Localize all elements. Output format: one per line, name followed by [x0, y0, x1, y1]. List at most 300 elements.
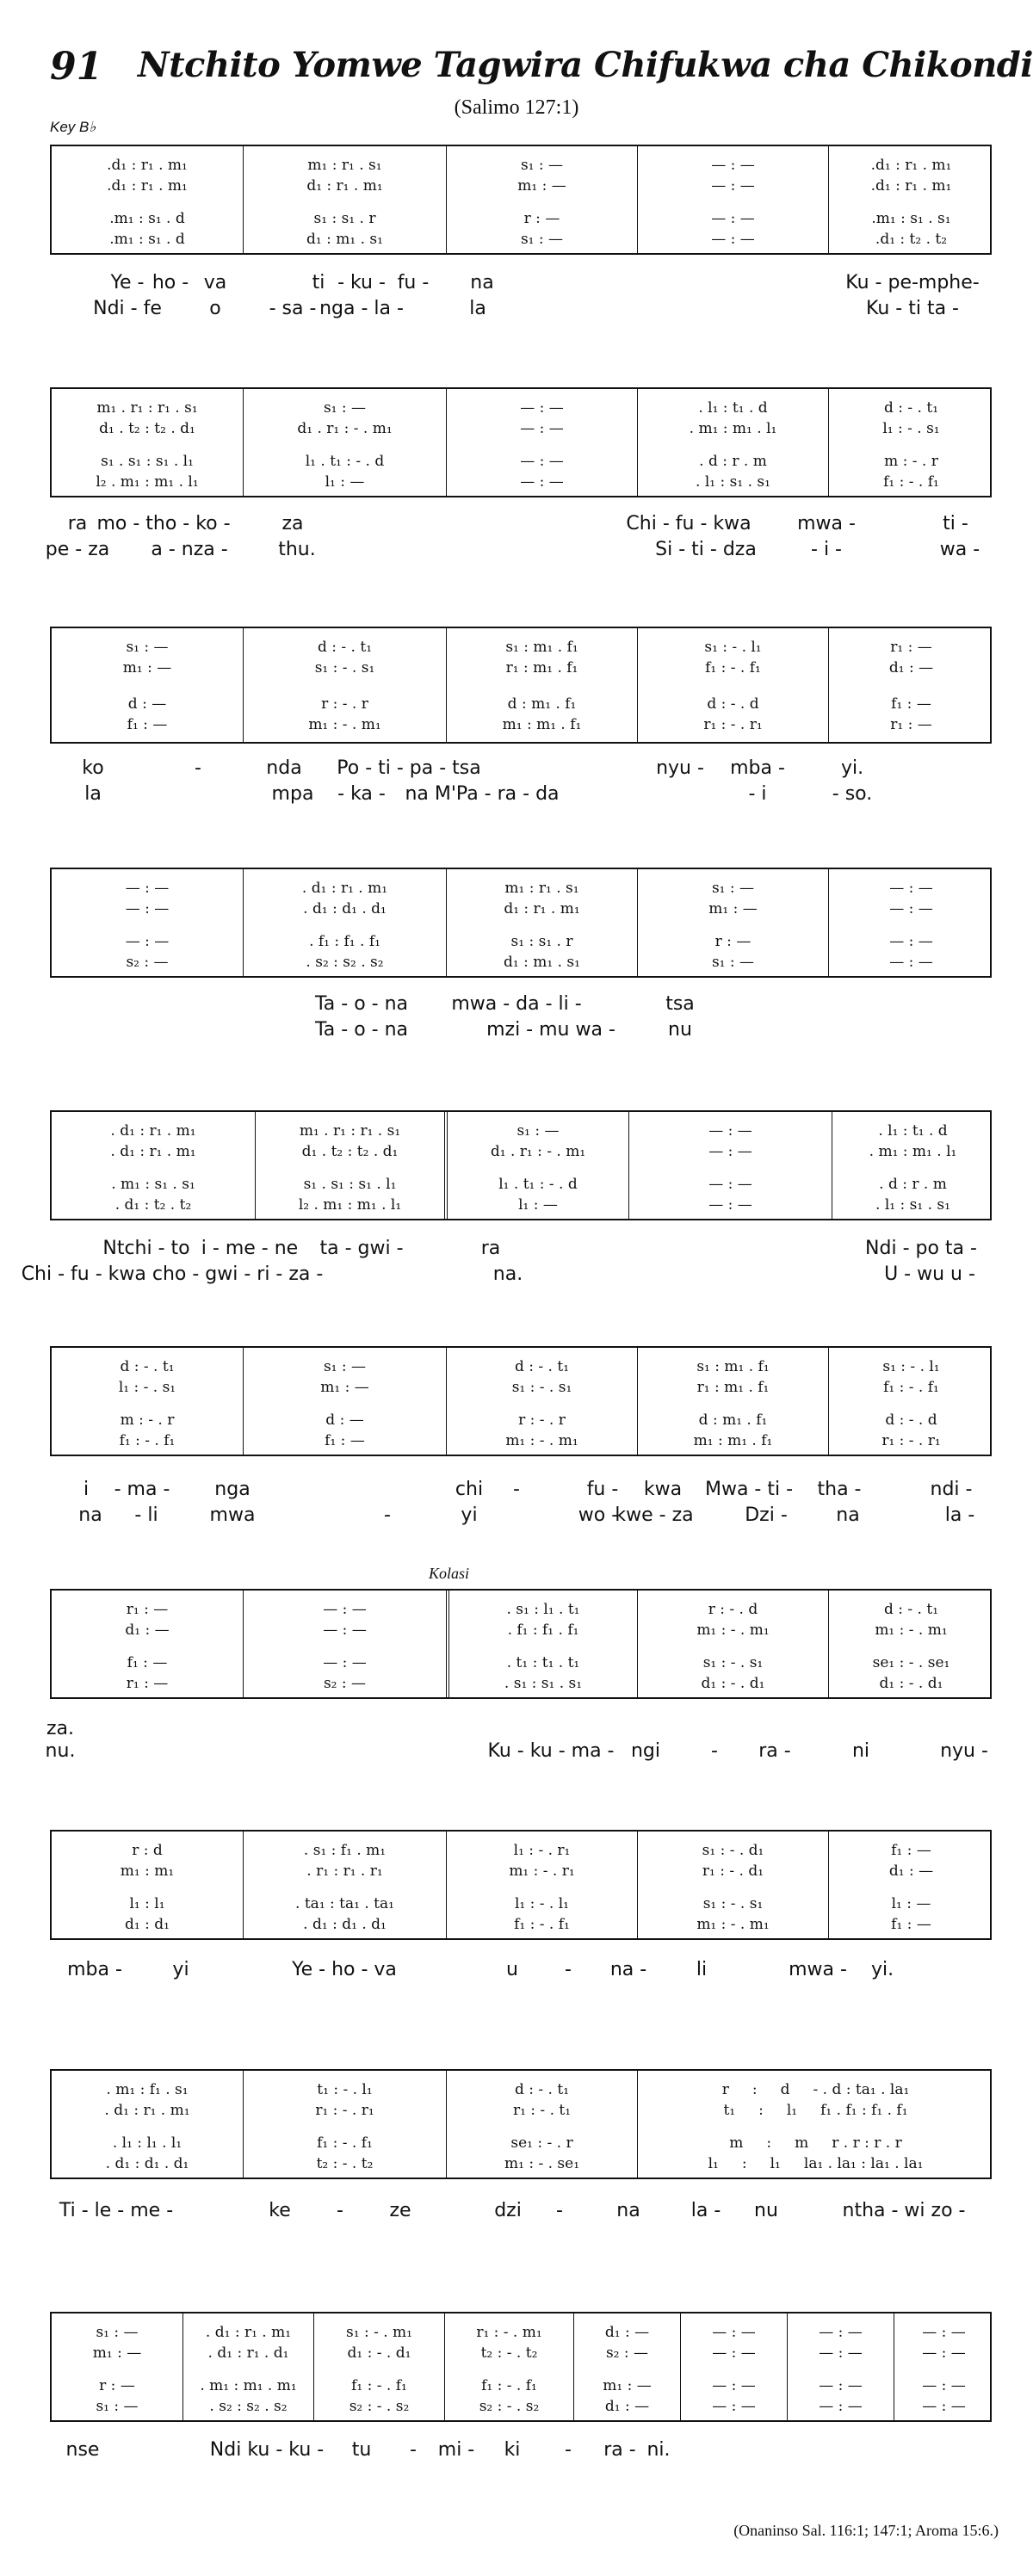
soprano-line: m₁ . r₁ : r₁ . s₁: [96, 399, 198, 417]
bass-line: l₂ . m₁ : m₁ . l₁: [298, 1196, 402, 1214]
lyric-syllable: - i: [748, 783, 767, 805]
bass-line: . s₂ : s₂ . s₂: [209, 2398, 288, 2415]
bass-line: d₁ : —: [604, 2398, 650, 2415]
bass-line: d₁ : - . d₁: [701, 1675, 765, 1692]
measure: [52, 628, 243, 742]
lyric-syllable: la -: [944, 1504, 975, 1526]
alto-line: d₁ . t₂ : t₂ . d₁: [301, 1143, 399, 1160]
measure: [828, 146, 993, 253]
soprano-line: r : - . d: [708, 1601, 758, 1618]
bass-line: d₁ : m₁ . s₁: [306, 231, 383, 248]
measure: [828, 1832, 993, 1938]
tenor-line: — : —: [125, 933, 170, 950]
bass-line: s₁ : —: [520, 231, 564, 248]
tenor-line: f₁ : - . f₁: [481, 2377, 537, 2394]
soprano-line: .d₁ : r₁ . m₁: [107, 157, 188, 174]
music-system: [50, 627, 992, 744]
lyric-syllable: u: [506, 1959, 518, 1980]
alto-line: m₁ : - . m₁: [696, 1622, 770, 1639]
soprano-line: d : - . t₁: [120, 1358, 175, 1375]
lyric-line: [0, 1019, 1033, 1043]
lyric-syllable: nu: [754, 2200, 778, 2221]
lyric-syllable: - i -: [811, 539, 842, 560]
bass-line: m₁ : - . se₁: [504, 2155, 580, 2172]
bass-line: l₁ : —: [518, 1196, 558, 1214]
music-system: [50, 1346, 992, 1456]
lyric-line: [0, 757, 1033, 781]
tenor-line: f₁ : —: [891, 695, 931, 713]
tenor-line: s₁ . s₁ : s₁ . l₁: [303, 1176, 397, 1193]
lyric-syllable: za.: [46, 1718, 75, 1739]
tenor-line: m : m r . r : r . r: [729, 2134, 902, 2152]
soprano-line: d : - . t₁: [514, 1358, 570, 1375]
lyric-syllable: -: [410, 2439, 417, 2461]
soprano-line: . l₁ : t₁ . d: [878, 1122, 948, 1140]
lyric-syllable: ra -: [603, 2439, 636, 2461]
measure: [828, 1348, 993, 1455]
lyric-syllable: ndi -: [930, 1479, 973, 1500]
lyric-syllable: nyu -: [940, 1740, 988, 1762]
lyric-syllable: mwa: [209, 1504, 256, 1526]
soprano-line: — : —: [889, 880, 933, 897]
lyric-syllable: Chi - fu - kwa: [626, 513, 752, 534]
tenor-line: r : —: [523, 210, 560, 227]
measure: [313, 2313, 444, 2420]
lyric-syllable: pe - za: [45, 539, 110, 560]
bass-line: d₁ : - . d₁: [879, 1675, 943, 1692]
lyric-syllable: -: [384, 1504, 391, 1526]
soprano-line: s₁ : - . m₁: [346, 2324, 412, 2341]
measure: [444, 1112, 628, 1219]
tenor-line: se₁ : - . se₁: [872, 1654, 950, 1671]
bass-line: — : —: [819, 2398, 863, 2415]
measure: [637, 869, 828, 976]
lyric-syllable: Ti - le - me -: [59, 2200, 174, 2221]
tenor-line: s₁ : - . s₁: [702, 1895, 764, 1912]
measure: [680, 2313, 787, 2420]
measure: [182, 2313, 313, 2420]
lyric-syllable: Ye -: [110, 272, 145, 293]
bass-line: l₁ : l₁ la₁ . la₁ : la₁ . la₁: [708, 2155, 924, 2172]
lyric-syllable: Ntchi - to: [102, 1238, 190, 1259]
bass-line: r₁ : —: [126, 1675, 169, 1692]
bass-line: s₂ : - . s₂: [479, 2398, 540, 2415]
lyric-syllable: tu: [351, 2439, 372, 2461]
measure: [52, 146, 243, 253]
alto-line: r₁ : - . d₁: [702, 1863, 764, 1880]
lyric-line: [0, 1959, 1033, 1983]
measure: [832, 1112, 993, 1219]
tenor-line: — : —: [819, 2377, 863, 2394]
tenor-line: l₁ : - . l₁: [515, 1895, 569, 1912]
lyric-syllable: fu -: [397, 272, 430, 293]
measure: [637, 2071, 993, 2178]
lyric-line: [0, 783, 1033, 807]
soprano-line: d : - . t₁: [883, 1601, 939, 1618]
lyric-syllable: - ma -: [114, 1479, 170, 1500]
lyric-syllable: -: [337, 2200, 343, 2221]
lyric-syllable: na -: [609, 1959, 647, 1980]
lyric-syllable: -: [565, 1959, 572, 1980]
lyric-syllable: -: [711, 1740, 718, 1762]
measure: [444, 2313, 573, 2420]
lyric-syllable: -: [556, 2200, 563, 2221]
bass-line: . l₁ : s₁ . s₁: [875, 1196, 950, 1214]
tenor-line: — : —: [712, 2377, 756, 2394]
tenor-line: s₁ . s₁ : s₁ . l₁: [101, 453, 194, 470]
bass-line: d₁ : d₁: [125, 1916, 170, 1933]
soprano-line: d : - . t₁: [317, 639, 373, 656]
bass-line: s₂ : —: [323, 1675, 367, 1692]
lyric-line: [0, 1263, 1033, 1288]
lyric-syllable: Ndi - fe: [93, 298, 162, 319]
soprano-line: r₁ : —: [126, 1601, 169, 1618]
tenor-line: . d : r . m: [879, 1176, 947, 1193]
alto-line: d₁ . r₁ : - . m₁: [297, 420, 393, 437]
lyric-syllable: za: [281, 513, 304, 534]
tenor-line: . t₁ : t₁ . t₁: [506, 1654, 580, 1671]
measure: [787, 2313, 894, 2420]
lyric-syllable: a - nza -: [151, 539, 228, 560]
soprano-line: — : —: [323, 1601, 367, 1618]
tenor-line: f₁ : - . f₁: [317, 2134, 373, 2152]
alto-line: — : —: [711, 177, 755, 195]
measure: [828, 869, 993, 976]
lyric-line: [0, 1504, 1033, 1529]
bass-line: r₁ : —: [890, 716, 932, 733]
tenor-line: l₁ : l₁: [129, 1895, 165, 1912]
bass-line: — : —: [520, 473, 564, 491]
tenor-line: .m₁ : s₁ . d: [109, 210, 185, 227]
lyric-syllable: - ka -: [337, 783, 386, 805]
soprano-line: r : d - . d : ta₁ . la₁: [721, 2081, 910, 2098]
tenor-line: m₁ : —: [603, 2377, 652, 2394]
tenor-line: l₁ : —: [891, 1895, 931, 1912]
tenor-line: d : —: [127, 695, 167, 713]
alto-line: r₁ : - . t₁: [512, 2102, 572, 2119]
tenor-line: . d : r . m: [699, 453, 767, 470]
soprano-line: m₁ . r₁ : r₁ . s₁: [299, 1122, 401, 1140]
measure: [828, 389, 993, 496]
tenor-line: . m₁ : m₁ . m₁: [200, 2377, 297, 2394]
tenor-line: d : —: [325, 1412, 364, 1429]
tenor-line: — : —: [520, 453, 564, 470]
bass-line: m₁ : m₁ . f₁: [693, 1432, 773, 1449]
soprano-line: l₁ : - . r₁: [513, 1842, 571, 1859]
lyric-syllable: tha -: [817, 1479, 862, 1500]
soprano-line: s₁ : —: [126, 639, 169, 656]
soprano-line: t₁ : - . l₁: [317, 2081, 373, 2098]
scripture-reference: (Salimo 127:1): [454, 96, 579, 119]
lyric-line: [0, 1238, 1033, 1262]
lyric-syllable: na: [78, 1504, 102, 1526]
lyric-syllable: -: [565, 2439, 572, 2461]
lyric-syllable: ra: [480, 1238, 501, 1259]
lyric-syllable: ra -: [758, 1740, 791, 1762]
lyric-syllable: - li: [134, 1504, 158, 1526]
measure: [243, 146, 446, 253]
soprano-line: s₁ : m₁ . f₁: [505, 639, 578, 656]
lyric-syllable: ho -: [152, 272, 189, 293]
tenor-line: . ta₁ : ta₁ . ta₁: [295, 1895, 394, 1912]
lyric-syllable: mba -: [730, 757, 785, 779]
tenor-line: . f₁ : f₁ . f₁: [309, 933, 380, 950]
measure: [52, 869, 243, 976]
soprano-line: d : - . t₁: [883, 399, 939, 417]
bass-line: f₁ : —: [127, 716, 168, 733]
soprano-line: s₁ : - . l₁: [704, 639, 762, 656]
music-system: [50, 1589, 992, 1699]
soprano-line: s₁ : —: [96, 2324, 139, 2341]
lyric-line: [0, 298, 1033, 322]
alto-line: d₁ . t₂ : t₂ . d₁: [99, 420, 195, 437]
measure: [243, 1832, 446, 1938]
soprano-line: — : —: [125, 880, 170, 897]
bass-line: m₁ : - . m₁: [505, 1432, 578, 1449]
music-system: [50, 868, 992, 978]
lyric-syllable: wo -: [578, 1504, 619, 1526]
measure: [446, 2071, 637, 2178]
measure: [52, 1348, 243, 1455]
alto-line: f₁ : - . f₁: [883, 1379, 939, 1396]
bass-line: . d₁ : d₁ . d₁: [105, 2155, 189, 2172]
alto-line: — : —: [708, 1143, 752, 1160]
lyric-syllable: mba -: [67, 1959, 122, 1980]
measure: [637, 389, 828, 496]
alto-line: d₁ : —: [888, 1863, 934, 1880]
alto-line: t₂ : - . t₂: [480, 2344, 538, 2362]
lyric-syllable: mwa - da - li -: [451, 993, 582, 1015]
tenor-line: d : - . d: [707, 695, 759, 713]
lyric-syllable: Si - ti - dza: [655, 539, 757, 560]
chorus-label: Kolasi: [429, 1565, 470, 1582]
music-system: [50, 387, 992, 497]
soprano-line: . l₁ : t₁ . d: [698, 399, 768, 417]
bass-line: . d₁ : d₁ . d₁: [303, 1916, 387, 1933]
lyric-syllable: mwa -: [797, 513, 856, 534]
lyric-syllable: Ye - ho - va: [292, 1959, 397, 1980]
measure: [52, 2313, 182, 2420]
measure: [894, 2313, 993, 2420]
tenor-line: . m₁ : s₁ . s₁: [111, 1176, 195, 1193]
lyric-syllable: Ndi ku - ku -: [209, 2439, 325, 2461]
soprano-line: s₁ : —: [516, 1122, 560, 1140]
soprano-line: . d₁ : r₁ . m₁: [301, 880, 388, 897]
lyric-syllable: nu: [668, 1019, 692, 1041]
key-signature: Key B♭: [50, 119, 96, 135]
lyric-syllable: ke: [269, 2200, 291, 2221]
alto-line: r₁ : m₁ . f₁: [696, 1379, 770, 1396]
lyric-syllable: Ndi - po ta -: [865, 1238, 977, 1259]
alto-line: m₁ : —: [92, 2344, 142, 2362]
measure: [828, 1591, 993, 1697]
lyric-syllable: la: [84, 783, 102, 805]
bass-line: r₁ : - . r₁: [703, 716, 763, 733]
tenor-line: s₁ : s₁ . r: [313, 210, 376, 227]
lyric-syllable: yi: [172, 1959, 189, 1980]
bass-line: f₁ : —: [891, 1916, 931, 1933]
tenor-line: se₁ : - . r: [510, 2134, 573, 2152]
bass-line: — : —: [711, 231, 755, 248]
tenor-line: — : —: [323, 1654, 367, 1671]
alto-line: d₁ : —: [125, 1622, 170, 1639]
bass-line: — : —: [922, 2398, 966, 2415]
bass-line: — : —: [708, 1196, 752, 1214]
footer-reference: (Onaninso Sal. 116:1; 147:1; Aroma 15:6.): [733, 2522, 999, 2539]
lyric-syllable: i: [83, 1479, 90, 1500]
lyric-syllable: Ku - ti ta -: [866, 298, 959, 319]
bass-line: m₁ : m₁ . f₁: [502, 716, 582, 733]
bass-line: f₁ : - . f₁: [119, 1432, 176, 1449]
tenor-line: l₁ . t₁ : - . d: [305, 453, 385, 470]
lyric-syllable: ze: [389, 2200, 411, 2221]
alto-line: — : —: [922, 2344, 966, 2362]
measure: [637, 1348, 828, 1455]
lyric-syllable: ti -: [943, 513, 968, 534]
alto-line: . m₁ : m₁ . l₁: [689, 420, 777, 437]
alto-line: .d₁ : r₁ . m₁: [870, 177, 952, 195]
bass-line: s₂ : —: [126, 954, 169, 971]
lyric-syllable: yi.: [840, 757, 864, 779]
measure: [52, 389, 243, 496]
tenor-line: r : - . r: [518, 1412, 566, 1429]
lyric-line: [0, 1718, 1033, 1742]
lyric-syllable: ni: [851, 1740, 870, 1762]
soprano-line: — : —: [708, 1122, 752, 1140]
alto-line: d₁ : r₁ . m₁: [306, 177, 383, 195]
soprano-line: s₁ : m₁ . f₁: [696, 1358, 770, 1375]
measure: [446, 146, 637, 253]
measure: [828, 628, 993, 742]
measure: [628, 1112, 832, 1219]
alto-line: l₁ : - . s₁: [882, 420, 940, 437]
tenor-line: — : —: [711, 210, 755, 227]
lyric-syllable: na: [836, 1504, 860, 1526]
measure: [243, 389, 446, 496]
alto-line: . d₁ : r₁ . m₁: [104, 2102, 190, 2119]
bass-line: l₁ : —: [325, 473, 365, 491]
bass-line: .d₁ : t₂ . t₂: [875, 231, 948, 248]
hymn-title: Ntchito Yomwe Tagwira Chifukwa cha Chikondi: [138, 45, 1033, 85]
lyric-syllable: ni.: [646, 2439, 671, 2461]
lyric-syllable: ko: [82, 757, 104, 779]
soprano-line: r₁ : - . m₁: [476, 2324, 542, 2341]
lyric-syllable: - sa -: [269, 298, 317, 319]
tenor-line: r : —: [714, 933, 752, 950]
soprano-line: . s₁ : f₁ . m₁: [303, 1842, 387, 1859]
soprano-line: — : —: [711, 157, 755, 174]
lyric-syllable: ra: [67, 513, 88, 534]
alto-line: m₁ : —: [320, 1379, 369, 1396]
lyric-syllable: ta - gwi -: [319, 1238, 404, 1259]
soprano-line: s₁ : - . l₁: [882, 1358, 940, 1375]
lyric-syllable: kwa: [643, 1479, 683, 1500]
bass-line: l₂ . m₁ : m₁ . l₁: [96, 473, 199, 491]
tenor-line: m : - . r: [884, 453, 938, 470]
alto-line: — : —: [819, 2344, 863, 2362]
lyric-syllable: ngi: [630, 1740, 661, 1762]
lyric-line: [0, 513, 1033, 537]
soprano-line: . d₁ : r₁ . m₁: [205, 2324, 292, 2341]
bass-line: m₁ : - . m₁: [308, 716, 381, 733]
alto-line: d₁ : r₁ . m₁: [504, 900, 580, 917]
lyric-syllable: nyu -: [656, 757, 704, 779]
lyric-syllable: chi: [455, 1479, 484, 1500]
lyric-line: [0, 539, 1033, 563]
alto-line: . d₁ : r₁ . m₁: [110, 1143, 196, 1160]
lyric-syllable: fu -: [586, 1479, 619, 1500]
lyric-syllable: thu.: [278, 539, 316, 560]
bass-line: . l₁ : s₁ . s₁: [696, 473, 770, 491]
alto-line: d₁ . r₁ : - . m₁: [490, 1143, 586, 1160]
lyric-syllable: - so.: [832, 783, 873, 805]
lyric-syllable: -: [195, 757, 201, 779]
lyric-syllable: Dzi -: [745, 1504, 788, 1526]
bass-line: .m₁ : s₁ . d: [109, 231, 185, 248]
lyric-syllable: la -: [690, 2200, 721, 2221]
lyric-syllable: U - wu u -: [884, 1263, 975, 1285]
measure: [243, 1348, 446, 1455]
lyric-syllable: -: [513, 1479, 520, 1500]
soprano-line: s₁ : —: [711, 880, 755, 897]
alto-line: m₁ : —: [708, 900, 758, 917]
alto-line: .d₁ : r₁ . m₁: [107, 177, 188, 195]
lyric-syllable: la: [469, 298, 486, 319]
bass-line: f₁ : - . f₁: [514, 1916, 570, 1933]
soprano-line: d : - . t₁: [514, 2081, 570, 2098]
lyric-syllable: mwa -: [789, 1959, 847, 1980]
alto-line: t₁ : l₁ f₁ . f₁ : f₁ . f₁: [723, 2102, 908, 2119]
lyric-syllable: nse: [65, 2439, 100, 2461]
soprano-line: — : —: [712, 2324, 756, 2341]
bass-line: . s₁ : s₁ . s₁: [504, 1675, 583, 1692]
alto-line: — : —: [520, 420, 564, 437]
tenor-line: — : —: [708, 1176, 752, 1193]
lyric-syllable: mo - tho - ko -: [96, 513, 231, 534]
tenor-line: d : m₁ . f₁: [507, 695, 577, 713]
soprano-line: . m₁ : f₁ . s₁: [106, 2081, 189, 2098]
soprano-line: m₁ : r₁ . s₁: [504, 880, 579, 897]
alto-line: . r₁ : r₁ . r₁: [306, 1863, 383, 1880]
lyric-syllable: nga: [214, 1479, 251, 1500]
alto-line: l₁ : - . s₁: [118, 1379, 176, 1396]
music-system: [50, 2312, 992, 2422]
lyric-line: [0, 1479, 1033, 1503]
soprano-line: d₁ : —: [604, 2324, 650, 2341]
soprano-line: — : —: [819, 2324, 863, 2341]
measure: [446, 628, 637, 742]
lyric-line: [0, 272, 1033, 296]
soprano-line: r : d: [132, 1842, 163, 1859]
soprano-line: .d₁ : r₁ . m₁: [870, 157, 952, 174]
lyric-syllable: kwe - za: [615, 1504, 694, 1526]
lyric-syllable: o: [209, 298, 221, 319]
lyric-syllable: Po - ti - pa - tsa: [337, 757, 481, 779]
measure: [573, 2313, 680, 2420]
lyric-line: [0, 2200, 1033, 2224]
tenor-line: s₁ : s₁ . r: [510, 933, 573, 950]
measure: [243, 869, 446, 976]
soprano-line: s₁ : —: [520, 157, 564, 174]
alto-line: m₁ : —: [122, 659, 172, 676]
tenor-line: — : —: [889, 933, 933, 950]
lyric-syllable: nu.: [45, 1740, 76, 1762]
soprano-line: s₁ : - . d₁: [702, 1842, 764, 1859]
tenor-line: l₁ . t₁ : - . d: [498, 1176, 578, 1193]
bass-line: . s₂ : s₂ . s₂: [306, 954, 384, 971]
measure: [52, 2071, 243, 2178]
measure: [446, 1591, 637, 1697]
